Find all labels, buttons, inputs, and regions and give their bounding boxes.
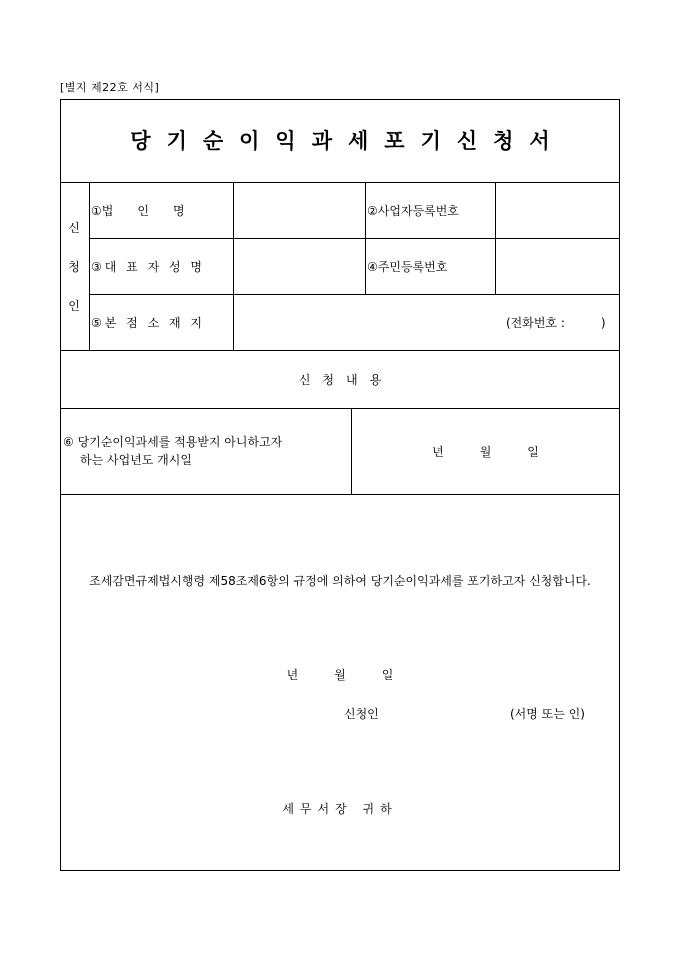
- applicant-label-char-2: 청: [68, 260, 80, 274]
- applicant-side-divider: [89, 182, 90, 350]
- request-header-divider: [61, 408, 619, 409]
- hq-address-field[interactable]: [234, 295, 494, 349]
- phone-number-label: (전화번호 : ): [506, 316, 606, 330]
- tax-office-addressee: 세무서장 귀하: [282, 802, 398, 816]
- applicant-label-char-1: 신: [68, 221, 80, 235]
- applicant-label-char-3: 인: [68, 299, 80, 313]
- middle-column-divider: [365, 182, 366, 294]
- corp-name-field[interactable]: [234, 183, 363, 237]
- request-item-divider: [61, 494, 619, 495]
- signature-or-seal-label: (서명 또는 인): [510, 707, 585, 721]
- request-item-label-line-1: ⑥ 당기순이익과세를 적용받지 아니하고자: [63, 435, 283, 449]
- resident-reg-number-label: ④주민등록번호: [367, 260, 448, 274]
- resident-reg-number-field[interactable]: [496, 239, 619, 293]
- business-reg-number-label: ②사업자등록번호: [367, 204, 459, 218]
- business-reg-number-field[interactable]: [496, 183, 619, 237]
- request-item-label-line-2: 하는 사업년도 개시일: [80, 453, 192, 467]
- corp-name-label: ①법 인 명: [91, 204, 185, 218]
- form-title: 당기순이익과세포기신청서: [130, 128, 566, 153]
- request-content-header: 신 청 내 용: [298, 373, 382, 387]
- representative-name-label: ③대 표 자 성 명: [91, 260, 205, 274]
- application-date-field[interactable]: 년 월 일: [286, 668, 394, 682]
- form-number-label: [별지 제22호 서식]: [60, 81, 160, 94]
- representative-name-field[interactable]: [234, 239, 363, 293]
- applicant-signature-label: 신청인: [344, 707, 379, 721]
- fiscal-year-start-date-field[interactable]: 년 월 일: [432, 445, 539, 459]
- applicant-section-divider: [61, 350, 619, 351]
- declaration-text: 조세감면규제법시행령 제58조제6항의 규정에 의하여 당기순이익과세를 포기하고자 신청합니다.: [89, 574, 591, 588]
- hq-address-label: ⑤본 점 소 재 지: [91, 316, 205, 330]
